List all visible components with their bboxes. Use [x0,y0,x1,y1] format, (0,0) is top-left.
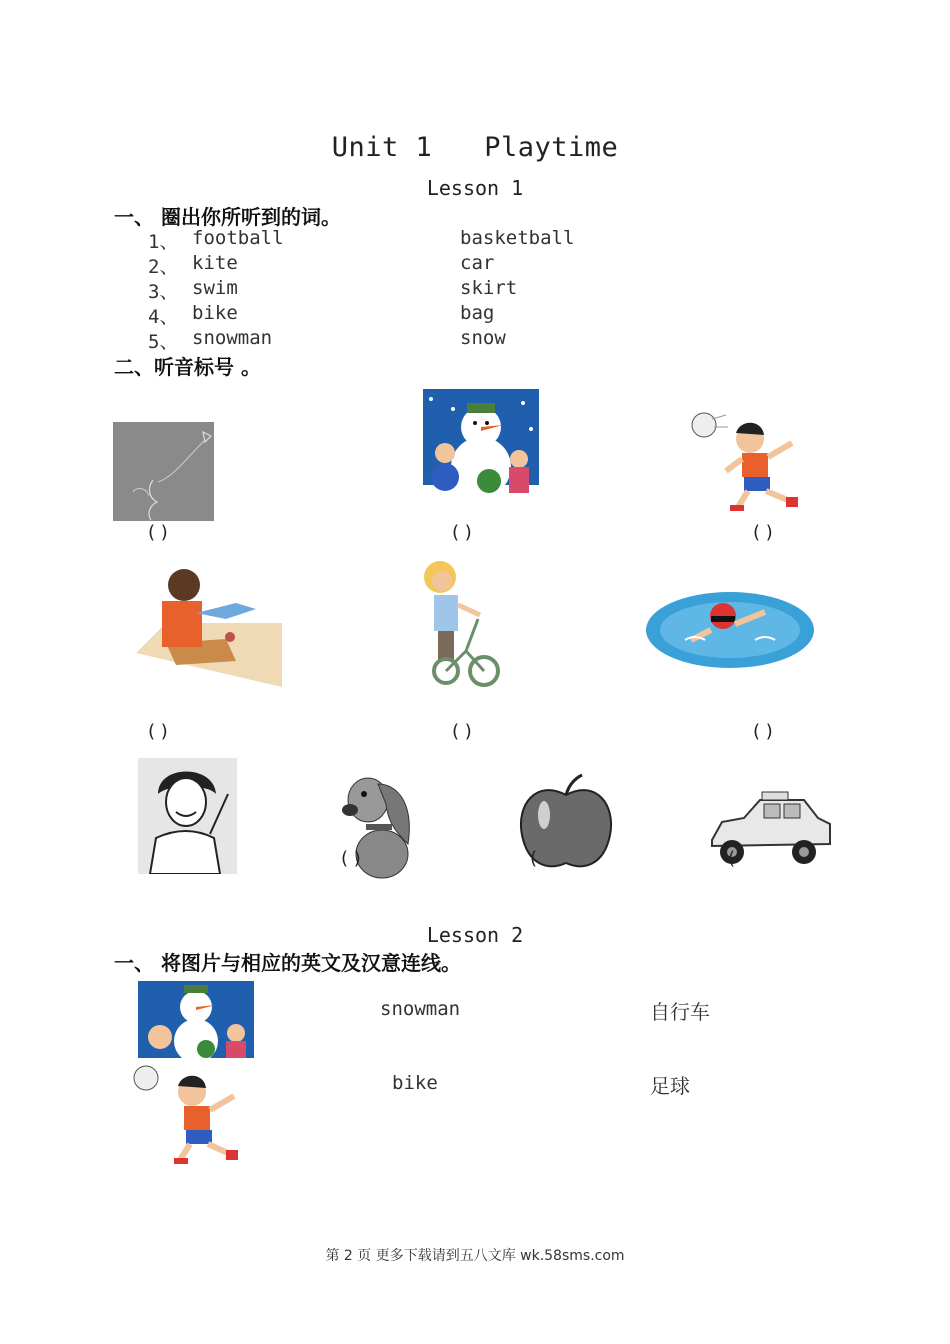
kite-picture [113,422,214,521]
teacher-picture [138,758,237,874]
answer-blank[interactable]: ( [530,848,538,869]
match-chinese-word[interactable]: 足球 [650,1074,690,1098]
answer-blank[interactable]: ( ) [341,848,361,869]
swimming-picture [645,590,816,669]
answer-blank[interactable]: ( ) [148,522,168,543]
bike-girl-picture [418,555,500,691]
lesson-2-section-1-heading: 一、 将图片与相应的英文及汉意连线。 [114,951,461,975]
lesson-1-label: Lesson 1 [426,176,524,200]
section-2-heading: 二、听音标号 。 [114,355,261,379]
toy-plane-picture [136,563,283,688]
word-option[interactable]: swim [192,277,238,299]
snowman-picture-small [138,981,254,1058]
answer-blank[interactable]: ( ) [753,721,773,742]
item-number: 2、 [148,256,179,278]
taxi-picture [708,790,833,868]
word-option[interactable]: car [460,252,495,274]
word-option[interactable]: bike [192,302,238,324]
word-option[interactable]: kite [192,252,238,274]
answer-blank[interactable]: ( ) [452,721,472,742]
snowman-picture [423,389,539,511]
word-option[interactable]: football [192,227,284,249]
word-option[interactable]: basketball [460,227,575,249]
item-number: 1、 [148,231,179,253]
lesson-2-label: Lesson 2 [426,923,524,947]
word-option[interactable]: snow [460,327,506,349]
word-option[interactable]: bag [460,302,495,324]
match-english-word[interactable]: bike [392,1072,438,1094]
match-chinese-word[interactable]: 自行车 [650,1000,710,1024]
match-english-word[interactable]: snowman [380,998,461,1020]
word-option[interactable]: skirt [460,277,518,299]
football-boy-picture [690,405,800,515]
unit-name: Playtime [484,132,619,163]
item-number: 4、 [148,306,179,328]
section-1-heading: 一、 圈出你所听到的词。 [114,205,341,229]
football-boy-picture-small [130,1058,240,1170]
word-option[interactable]: snowman [192,327,273,349]
page-footer: 第 2 页 更多下载请到五八文库 wk.58sms.com [325,1248,625,1264]
answer-blank[interactable]: ( ) [753,522,773,543]
page-title [0,132,950,163]
unit-number: Unit 1 [331,132,433,163]
answer-blank[interactable]: ( [728,848,736,869]
answer-blank[interactable]: ( ) [452,522,472,543]
answer-blank[interactable]: ( ) [148,721,168,742]
item-number: 3、 [148,281,179,303]
item-number: 5、 [148,331,179,353]
